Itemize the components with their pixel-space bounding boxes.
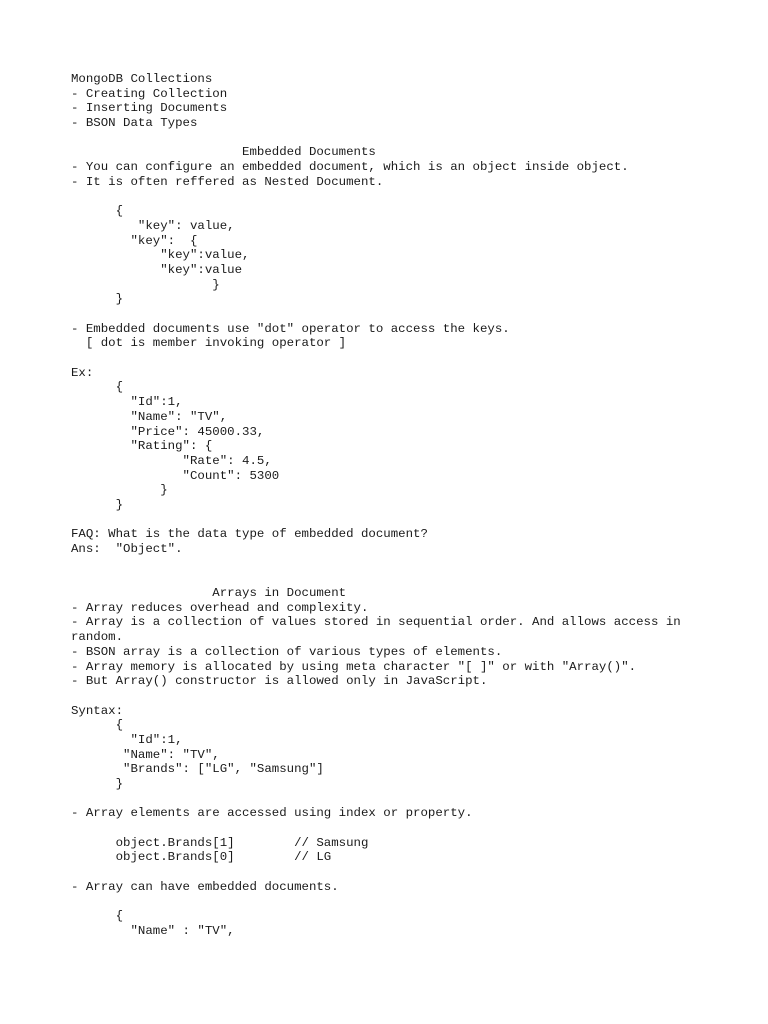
- code-line: "Name": "TV",: [71, 409, 228, 424]
- code-line: "key":value: [71, 262, 243, 277]
- code-line: "Name": "TV",: [71, 747, 220, 762]
- code-block-example: [71, 380, 751, 512]
- faq-answer: Ans: "Object".: [71, 542, 183, 556]
- note-line: [ dot is member invoking operator ]: [71, 336, 347, 351]
- code-line: "key": {: [71, 233, 198, 248]
- code-line: "Brands": ["LG", "Samsung"]: [71, 762, 324, 777]
- bullet-line: - It is often reffered as Nested Document.: [71, 174, 384, 189]
- spacer: [71, 131, 751, 146]
- code-line: "Name" : "TV",: [71, 923, 235, 938]
- code-line: object.Brands[0] // LG: [71, 850, 332, 865]
- code-line: object.Brands[1] // Samsung: [71, 835, 369, 850]
- code-block-access: [71, 836, 751, 865]
- bullet-line: - Array elements are accessed using index or property.: [71, 806, 473, 821]
- code-block-structure: [71, 204, 751, 307]
- spacer: [71, 821, 751, 836]
- topic-item: - Creating Collection: [71, 86, 228, 101]
- faq-question: FAQ: What is the data type of embedded document?: [71, 527, 428, 542]
- section-heading-embedded: Embedded Documents: [71, 145, 376, 160]
- example-label: Ex:: [71, 365, 94, 380]
- code-line: }: [71, 483, 168, 498]
- code-line: "key": value,: [71, 218, 235, 233]
- bullet-line: - Array reduces overhead and complexity.: [71, 600, 369, 615]
- spacer: [71, 513, 751, 528]
- code-line: "Count": 5300: [71, 468, 280, 483]
- code-block-embedded-array: [71, 909, 751, 938]
- bullet-line: - Array is a collection of values stored in sequential order. And allows access in: [71, 615, 681, 630]
- bullet-line: - But Array() constructor is allowed only in JavaScript.: [71, 674, 488, 689]
- code-line: "key":value,: [71, 248, 250, 263]
- spacer: [71, 557, 751, 572]
- spacer: [71, 351, 751, 366]
- document-title: MongoDB Collections: [71, 72, 213, 86]
- document-content: [71, 72, 751, 939]
- code-block-syntax: [71, 718, 751, 791]
- code-line: "Rating": {: [71, 439, 213, 454]
- bullet-line: - You can configure an embedded document, which is an object inside object.: [71, 160, 629, 175]
- spacer: [71, 865, 751, 880]
- code-line: "Rate": 4.5,: [71, 453, 272, 468]
- bullet-line: random.: [71, 630, 124, 645]
- code-line: }: [71, 292, 124, 307]
- code-line: {: [71, 204, 124, 219]
- bullet-line: - BSON array is a collection of various types of elements.: [71, 644, 503, 659]
- bullet-line: - Array can have embedded documents.: [71, 879, 339, 894]
- code-line: }: [71, 277, 220, 292]
- syntax-label: Syntax:: [71, 703, 124, 718]
- code-line: {: [71, 718, 124, 733]
- code-line: "Price": 45000.33,: [71, 424, 265, 439]
- spacer: [71, 689, 751, 704]
- code-line: "Id":1,: [71, 395, 183, 410]
- section-heading-arrays: Arrays in Document: [71, 586, 347, 601]
- spacer: [71, 307, 751, 322]
- spacer: [71, 190, 751, 205]
- bullet-line: - Array memory is allocated by using meta character "[ ]" or with "Array()".: [71, 659, 637, 674]
- code-line: }: [71, 777, 124, 791]
- spacer: [71, 895, 751, 910]
- code-line: "Id":1,: [71, 732, 183, 747]
- code-line: {: [71, 909, 124, 924]
- code-line: {: [71, 380, 124, 395]
- bullet-line: - Embedded documents use "dot" operator to access the keys.: [71, 321, 510, 336]
- code-line: }: [71, 497, 124, 512]
- spacer: [71, 571, 751, 586]
- topic-item: - Inserting Documents: [71, 101, 228, 116]
- topic-item: - BSON Data Types: [71, 116, 198, 131]
- spacer: [71, 792, 751, 807]
